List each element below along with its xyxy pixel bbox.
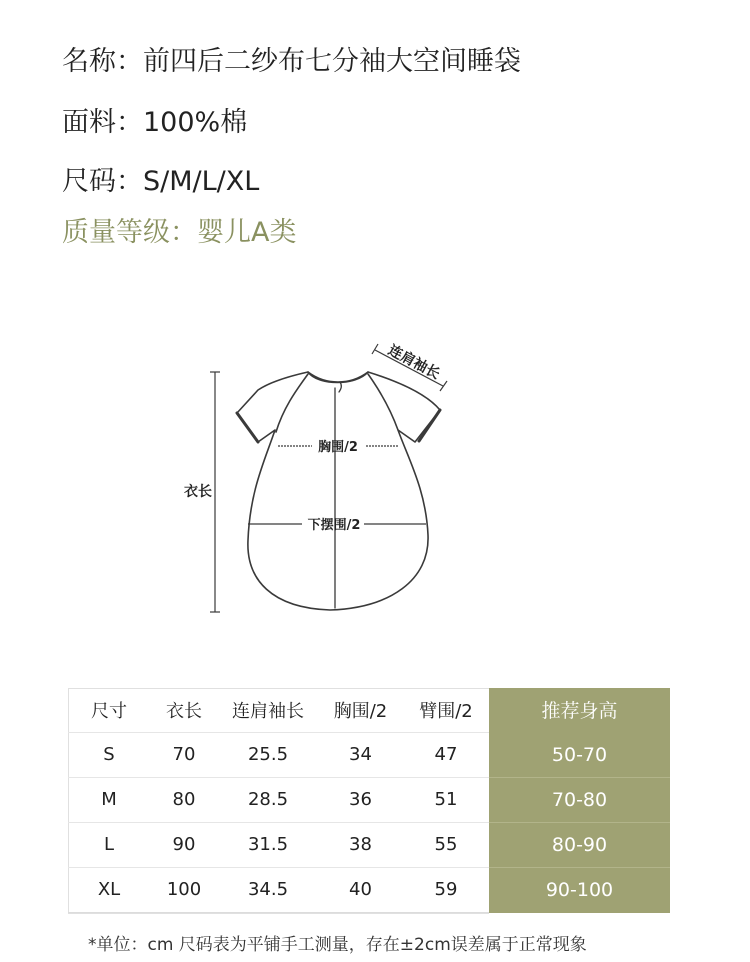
cell-sleeve: 25.5 (218, 732, 318, 777)
length-label: 衣长 (184, 484, 212, 500)
cell-size: L (68, 822, 150, 867)
cell-length: 80 (150, 777, 218, 822)
table-row (68, 822, 670, 867)
cell-arm: 55 (403, 822, 489, 867)
cell-size: S (68, 732, 150, 777)
garment-diagram (180, 330, 480, 630)
fabric-info: 面料：100%棉 (62, 107, 248, 138)
header-chest: 胸围/2 (318, 688, 403, 732)
cell-chest: 34 (318, 732, 403, 777)
cell-size: M (68, 777, 150, 822)
sleeping-bag-outline (237, 372, 440, 610)
cell-chest: 40 (318, 867, 403, 912)
cell-arm: 59 (403, 867, 489, 912)
cell-length: 100 (150, 867, 218, 912)
header-arm: 臂围/2 (403, 688, 489, 732)
cell-chest: 36 (318, 777, 403, 822)
header-length: 衣长 (150, 688, 218, 732)
table-row (68, 777, 670, 822)
cell-height: 90-100 (489, 867, 670, 912)
cell-length: 70 (150, 732, 218, 777)
hem-label: 下摆围/2 (307, 518, 361, 533)
quality-grade: 质量等级：婴儿A类 (62, 217, 297, 248)
cell-arm: 51 (403, 777, 489, 822)
header-sleeve: 连肩袖长 (218, 688, 318, 732)
cell-chest: 38 (318, 822, 403, 867)
size-chart-table (68, 688, 670, 913)
cuff-left (237, 413, 258, 442)
cuff-right (419, 410, 440, 441)
cell-height: 80-90 (489, 822, 670, 867)
cell-arm: 47 (403, 732, 489, 777)
cell-sleeve: 28.5 (218, 777, 318, 822)
cell-sleeve: 34.5 (218, 867, 318, 912)
header-size: 尺寸 (68, 688, 150, 732)
header-recommended-height: 推荐身高 (489, 688, 670, 732)
table-row (68, 867, 670, 912)
cell-height: 50-70 (489, 732, 670, 777)
measurement-footnote: *单位：cm 尺码表为平铺手工测量，存在±2cm误差属于正常现象 (88, 935, 587, 955)
cell-length: 90 (150, 822, 218, 867)
table-row (68, 732, 670, 777)
raglan-seam-right (368, 374, 398, 430)
cell-height: 70-80 (489, 777, 670, 822)
raglan-seam-left (276, 374, 308, 432)
product-name: 名称：前四后二纱布七分袖大空间睡袋 (62, 46, 521, 77)
size-info: 尺码：S/M/L/XL (62, 166, 260, 197)
chest-label: 胸围/2 (318, 440, 358, 455)
cell-size: XL (68, 867, 150, 912)
table-header-row (68, 688, 670, 732)
sleeve-label: 连肩袖长 (385, 342, 443, 383)
cell-sleeve: 31.5 (218, 822, 318, 867)
